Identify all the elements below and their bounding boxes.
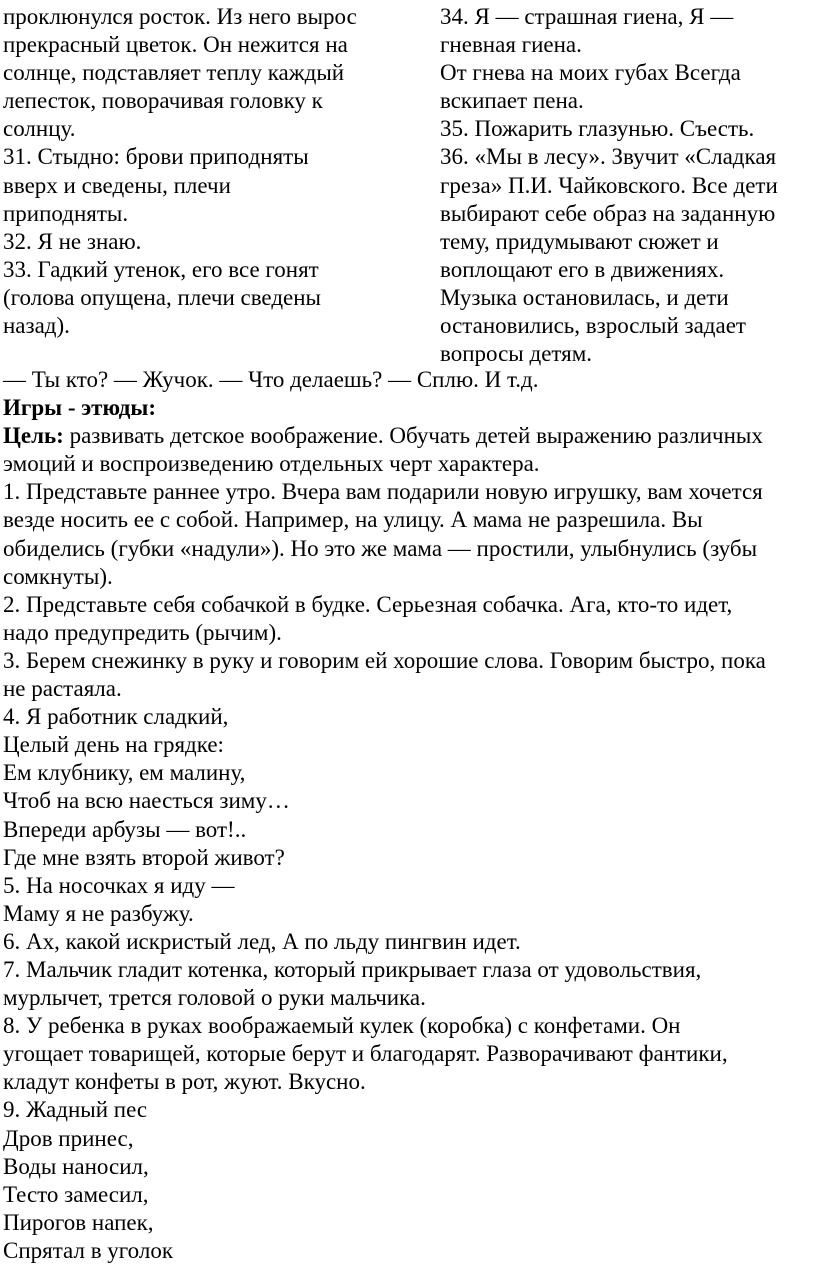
- left-column: [3, 3, 403, 340]
- exercise-line: Целый день на грядке:: [3, 732, 224, 758]
- text-line: гневная гиена.: [440, 32, 582, 58]
- exercise-line: 5. На носочках я иду —: [3, 872, 235, 898]
- exercise-line: 6. Ах, какой искристый лед, А по льду пингвин идет.: [3, 928, 521, 954]
- text-line: выбирают себе образ на заданную: [440, 200, 776, 226]
- exercise-line: Тесто замесил,: [3, 1181, 149, 1207]
- exercise-line: везде носить ее с собой. Например, на улицу. А мама не разрешила. Вы: [3, 507, 703, 533]
- text-line: 32. Я не знаю.: [3, 228, 142, 254]
- text-line: 33. Гадкий утенок, его все гонят: [3, 256, 319, 282]
- exercise-line: Чтоб на всю наесться зиму…: [3, 788, 290, 814]
- text-line: остановились, взрослый задает: [440, 313, 746, 339]
- exercise-line: Маму я не разбужу.: [3, 900, 194, 926]
- text-line: воплощают его в движениях.: [440, 256, 725, 282]
- exercise-line: 4. Я работник сладкий,: [3, 704, 229, 730]
- text-line: 31. Стыдно: брови приподняты: [3, 144, 309, 170]
- goal-label: Цель:: [3, 423, 64, 449]
- dialogue-line: — Ты кто? — Жучок. — Что делаешь? — Сплю. И т.д.: [3, 367, 539, 392]
- goal-paragraph: [3, 422, 816, 450]
- exercise-line: Воды наносил,: [3, 1153, 149, 1179]
- exercise-line: 8. У ребенка в руках воображаемый кулек (коробка) с конфетами. Он: [3, 1013, 681, 1039]
- exercise-line: Спрятал в уголок: [3, 1237, 174, 1263]
- exercise-line: мурлычет, трется головой о руки мальчика.: [3, 985, 426, 1011]
- text-line: От гнева на моих губах Всегда: [440, 60, 741, 86]
- text-line: тему, придумывают сюжет и: [440, 228, 719, 254]
- text-line: (голова опущена, плечи сведены: [3, 284, 322, 310]
- exercise-line: Впереди арбузы — вот!..: [3, 816, 247, 842]
- exercise-line: обиделись (губки «надули»). Но это же мама — простили, улыбнулись (зубы: [3, 535, 758, 561]
- exercise-line: угощает товарищей, которые берут и благодарят. Разворачивают фантики,: [3, 1041, 728, 1067]
- exercise-line: не растаяла.: [3, 676, 122, 702]
- text-line: вопросы детям.: [440, 341, 593, 367]
- exercise-line: кладут конфеты в рот, жуют. Вкусно.: [3, 1069, 366, 1095]
- text-line: приподняты.: [3, 200, 129, 226]
- text-line: солнцу.: [3, 116, 76, 142]
- right-column: [440, 3, 816, 368]
- main-body: [3, 366, 816, 1265]
- text-line: солнце, подставляет теплу каждый: [3, 60, 345, 86]
- text-line: проклюнулся росток. Из него вырос: [3, 4, 357, 29]
- text-line: назад).: [3, 313, 70, 339]
- exercise-line: надо предупредить (рычим).: [3, 619, 282, 645]
- exercise-line: 7. Мальчик гладит котенка, который прикрывает глаза от удовольствия,: [3, 956, 702, 982]
- exercise-line: 2. Представьте себя собачкой в будке. Серьезная собачка. Ага, кто-то идет,: [3, 591, 733, 617]
- exercise-line: сомкнуты).: [3, 563, 113, 589]
- exercise-line: 9. Жадный пес: [3, 1097, 148, 1123]
- text-line: греза» П.И. Чайковского. Все дети: [440, 172, 778, 198]
- exercise-line: Дров принес,: [3, 1125, 134, 1151]
- text-line: прекрасный цветок. Он нежится на: [3, 32, 348, 58]
- text-line: вскипает пена.: [440, 88, 584, 114]
- goal-text: эмоций и воспроизведению отдельных черт характера.: [3, 451, 540, 477]
- exercise-line: 1. Представьте раннее утро. Вчера вам подарили новую игрушку, вам хочется: [3, 479, 763, 505]
- exercise-line: 3. Берем снежинку в руку и говорим ей хорошие слова. Говорим быстро, пока: [3, 647, 766, 673]
- exercise-line: Где мне взять второй живот?: [3, 844, 285, 870]
- text-line: вверх и сведены, плечи: [3, 172, 231, 198]
- goal-text: развивать детское воображение. Обучать детей выражению различных: [63, 423, 763, 449]
- exercise-line: Пирогов напек,: [3, 1209, 154, 1235]
- text-line: 34. Я — страшная гиена, Я —: [440, 4, 734, 29]
- section-heading: Игры - этюды:: [3, 395, 156, 421]
- exercise-line: Ем клубнику, ем малину,: [3, 760, 246, 786]
- text-line: Музыка остановилась, и дети: [440, 284, 729, 310]
- text-line: лепесток, поворачивая головку к: [3, 88, 323, 114]
- text-line: 35. Пожарить глазунью. Съесть.: [440, 116, 755, 142]
- text-line: 36. «Мы в лесу». Звучит «Сладкая: [440, 144, 777, 170]
